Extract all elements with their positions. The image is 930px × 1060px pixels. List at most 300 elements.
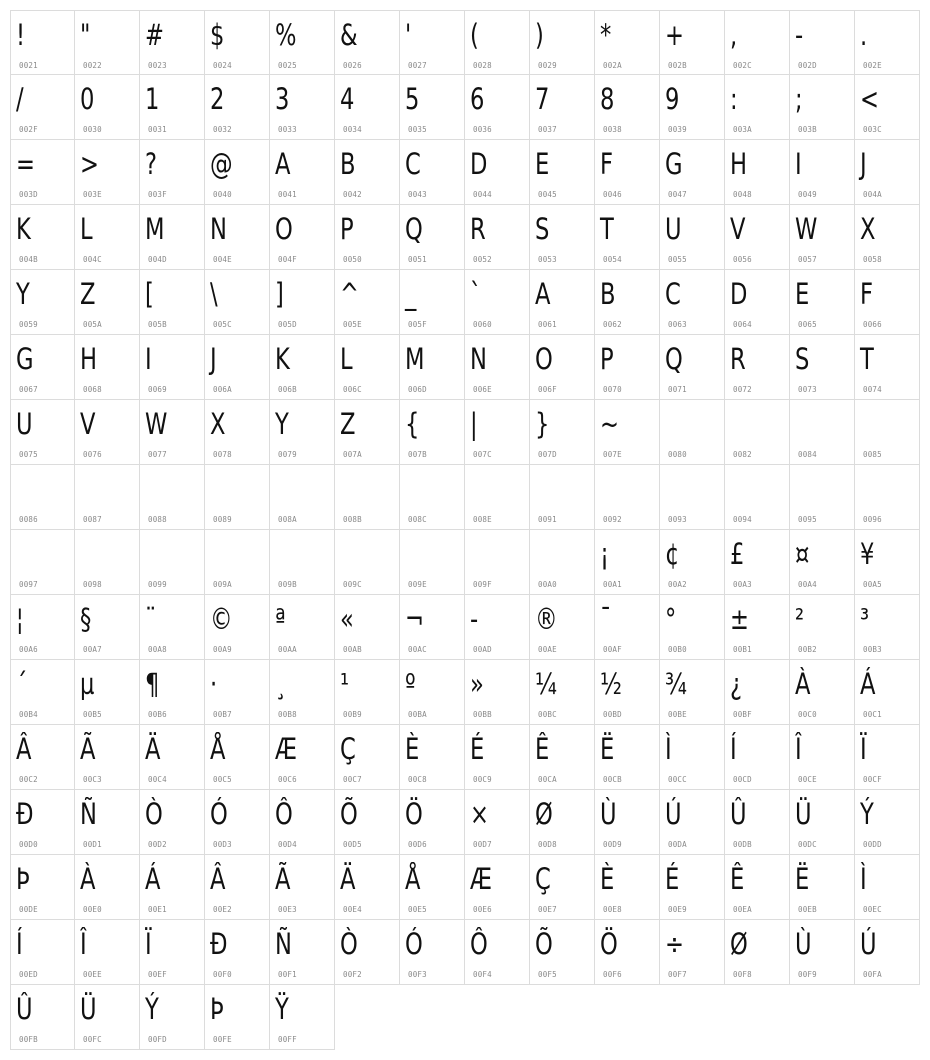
glyph-cell xyxy=(10,595,75,660)
glyph-codepoint-label: 00B7 xyxy=(213,710,232,719)
glyph-codepoint-label: 00A3 xyxy=(733,580,752,589)
glyph-cell xyxy=(400,270,465,335)
glyph-codepoint-label: 0068 xyxy=(83,385,102,394)
glyph-cell xyxy=(205,140,270,205)
glyph-character: Õ xyxy=(340,797,358,831)
glyph-cell xyxy=(205,270,270,335)
glyph-cell xyxy=(855,10,920,75)
glyph-cell xyxy=(205,530,270,595)
glyph-codepoint-label: 00B9 xyxy=(343,710,362,719)
glyph-codepoint-label: 0029 xyxy=(538,61,557,70)
glyph-character: Q xyxy=(665,342,683,376)
glyph-codepoint-label: 006A xyxy=(213,385,232,394)
glyph-character: ± xyxy=(730,602,749,636)
glyph-cell xyxy=(75,530,140,595)
glyph-character: ¨ xyxy=(145,602,157,636)
glyph-codepoint-label: 00D8 xyxy=(538,840,557,849)
glyph-cell xyxy=(530,530,595,595)
glyph-codepoint-label: 0087 xyxy=(83,515,102,524)
glyph-character: Ô xyxy=(275,797,293,831)
glyph-codepoint-label: 0023 xyxy=(148,61,167,70)
glyph-codepoint-label: 0021 xyxy=(19,61,38,70)
glyph-character: Ò xyxy=(145,797,163,831)
glyph-character: Î xyxy=(80,927,87,961)
glyph-codepoint-label: 0045 xyxy=(538,190,557,199)
glyph-character: 6 xyxy=(470,82,485,116)
glyph-cell xyxy=(140,660,205,725)
glyph-cell xyxy=(270,270,335,335)
glyph-codepoint-label: 00F6 xyxy=(603,970,622,979)
glyph-character: G xyxy=(16,342,34,376)
glyph-codepoint-label: 0054 xyxy=(603,255,622,264)
glyph-cell xyxy=(140,335,205,400)
glyph-codepoint-label: 005A xyxy=(83,320,102,329)
glyph-codepoint-label: 0058 xyxy=(863,255,882,264)
glyph-character: Ø xyxy=(730,927,748,961)
glyph-cell xyxy=(75,335,140,400)
glyph-codepoint-label: 0035 xyxy=(408,125,427,134)
glyph-codepoint-label: 00B0 xyxy=(668,645,687,654)
glyph-character: H xyxy=(730,147,748,181)
glyph-codepoint-label: 008A xyxy=(278,515,297,524)
glyph-codepoint-label: 007E xyxy=(603,450,622,459)
glyph-character: · xyxy=(210,667,218,701)
glyph-cell xyxy=(855,855,920,920)
glyph-codepoint-label: 0069 xyxy=(148,385,167,394)
glyph-codepoint-label: 00EB xyxy=(798,905,817,914)
glyph-codepoint-label: 00B8 xyxy=(278,710,297,719)
glyph-codepoint-label: 004A xyxy=(863,190,882,199)
glyph-character: Ö xyxy=(405,797,423,831)
glyph-codepoint-label: 00D3 xyxy=(213,840,232,849)
glyph-character: ` xyxy=(470,277,482,311)
glyph-character: Ì xyxy=(860,862,867,896)
glyph-character: Ä xyxy=(340,862,356,896)
glyph-character: F xyxy=(860,277,874,311)
glyph-character: J xyxy=(210,342,217,376)
glyph-character: A xyxy=(535,277,551,311)
glyph-cell xyxy=(270,530,335,595)
glyph-codepoint-label: 00BC xyxy=(538,710,557,719)
glyph-cell xyxy=(10,335,75,400)
glyph-cell xyxy=(595,140,660,205)
glyph-character: Ø xyxy=(535,797,553,831)
glyph-character: F xyxy=(600,147,614,181)
glyph-cell xyxy=(400,400,465,465)
glyph-cell xyxy=(725,920,790,985)
glyph-cell xyxy=(75,660,140,725)
glyph-codepoint-label: 0038 xyxy=(603,125,622,134)
glyph-cell xyxy=(790,595,855,660)
glyph-cell xyxy=(855,920,920,985)
glyph-codepoint-label: 00D4 xyxy=(278,840,297,849)
glyph-character: \ xyxy=(210,277,218,311)
glyph-cell xyxy=(140,790,205,855)
glyph-codepoint-label: 002E xyxy=(863,61,882,70)
glyph-cell xyxy=(660,270,725,335)
glyph-character: Y xyxy=(16,277,30,311)
glyph-codepoint-label: 00FE xyxy=(213,1035,232,1044)
glyph-codepoint-label: 00D7 xyxy=(473,840,492,849)
glyph-cell xyxy=(855,790,920,855)
glyph-character: 9 xyxy=(665,82,680,116)
glyph-codepoint-label: 00BF xyxy=(733,710,752,719)
glyph-cell xyxy=(790,400,855,465)
glyph-character: ® xyxy=(535,602,558,636)
glyph-character: ½ xyxy=(600,667,622,701)
glyph-codepoint-label: 00C2 xyxy=(19,775,38,784)
glyph-codepoint-label: 008B xyxy=(343,515,362,524)
glyph-character: ¼ xyxy=(535,667,557,701)
glyph-cell xyxy=(270,140,335,205)
glyph-codepoint-label: 00A6 xyxy=(19,645,38,654)
glyph-codepoint-label: 005D xyxy=(278,320,297,329)
glyph-cell xyxy=(530,725,595,790)
glyph-cell xyxy=(270,400,335,465)
glyph-cell xyxy=(75,205,140,270)
glyph-codepoint-label: 00DE xyxy=(19,905,38,914)
glyph-cell xyxy=(725,335,790,400)
glyph-codepoint-label: 003A xyxy=(733,125,752,134)
glyph-character: Å xyxy=(210,732,226,766)
glyph-cell xyxy=(400,920,465,985)
glyph-character: ¡ xyxy=(600,537,610,571)
glyph-character: ¬ xyxy=(405,602,424,636)
glyph-character: | xyxy=(470,407,478,441)
glyph-codepoint-label: 00E2 xyxy=(213,905,232,914)
glyph-character: Ï xyxy=(145,927,152,961)
glyph-cell xyxy=(270,465,335,530)
glyph-codepoint-label: 00DB xyxy=(733,840,752,849)
glyph-codepoint-label: 003B xyxy=(798,125,817,134)
glyph-character: Ÿ xyxy=(275,992,289,1026)
glyph-cell xyxy=(465,205,530,270)
glyph-character: ¥ xyxy=(860,537,875,571)
glyph-character: T xyxy=(600,212,614,246)
glyph-codepoint-label: 0067 xyxy=(19,385,38,394)
glyph-cell xyxy=(140,595,205,660)
glyph-cell xyxy=(10,985,75,1050)
glyph-character: O xyxy=(535,342,553,376)
glyph-codepoint-label: 0080 xyxy=(668,450,687,459)
glyph-cell xyxy=(595,75,660,140)
glyph-character: N xyxy=(210,212,227,246)
glyph-character: _ xyxy=(405,277,417,311)
glyph-cell xyxy=(400,465,465,530)
glyph-codepoint-label: 00E5 xyxy=(408,905,427,914)
glyph-character: ¤ xyxy=(795,537,810,571)
glyph-cell xyxy=(335,205,400,270)
glyph-codepoint-label: 0099 xyxy=(148,580,167,589)
glyph-cell xyxy=(10,10,75,75)
glyph-character: Z xyxy=(80,277,96,311)
glyph-codepoint-label: 00E0 xyxy=(83,905,102,914)
glyph-codepoint-label: 00BA xyxy=(408,710,427,719)
glyph-codepoint-label: 0088 xyxy=(148,515,167,524)
glyph-cell xyxy=(140,985,205,1050)
glyph-codepoint-label: 00EC xyxy=(863,905,882,914)
glyph-character: Ó xyxy=(210,797,228,831)
glyph-character: Å xyxy=(405,862,421,896)
glyph-codepoint-label: 004D xyxy=(148,255,167,264)
glyph-character: E xyxy=(535,147,550,181)
glyph-codepoint-label: 0056 xyxy=(733,255,752,264)
glyph-cell xyxy=(140,920,205,985)
glyph-grid xyxy=(10,10,920,1050)
glyph-character: Ú xyxy=(860,927,877,961)
glyph-codepoint-label: 00FB xyxy=(19,1035,38,1044)
glyph-codepoint-label: 00C1 xyxy=(863,710,882,719)
glyph-cell xyxy=(855,595,920,660)
glyph-cell xyxy=(75,920,140,985)
glyph-cell xyxy=(75,140,140,205)
glyph-character: ; xyxy=(795,82,803,116)
glyph-character: ² xyxy=(795,602,805,636)
glyph-character: P xyxy=(600,342,614,376)
glyph-cell xyxy=(400,75,465,140)
glyph-cell xyxy=(530,790,595,855)
glyph-codepoint-label: 0033 xyxy=(278,125,297,134)
glyph-character: G xyxy=(665,147,683,181)
glyph-character: = xyxy=(16,147,35,181)
glyph-character: Ï xyxy=(860,732,867,766)
glyph-codepoint-label: 0078 xyxy=(213,450,232,459)
glyph-cell xyxy=(725,140,790,205)
glyph-cell xyxy=(335,530,400,595)
glyph-codepoint-label: 0091 xyxy=(538,515,557,524)
glyph-character: D xyxy=(730,277,748,311)
glyph-cell xyxy=(205,205,270,270)
glyph-character: A xyxy=(275,147,291,181)
glyph-cell xyxy=(10,75,75,140)
glyph-character: < xyxy=(860,82,879,116)
glyph-codepoint-label: 00CE xyxy=(798,775,817,784)
glyph-codepoint-label: 00AD xyxy=(473,645,492,654)
glyph-character: H xyxy=(80,342,98,376)
glyph-character: B xyxy=(600,277,616,311)
glyph-character: ¸ xyxy=(275,667,287,701)
glyph-codepoint-label: 0043 xyxy=(408,190,427,199)
glyph-cell xyxy=(725,205,790,270)
glyph-cell xyxy=(75,400,140,465)
glyph-character: ¢ xyxy=(665,537,680,571)
glyph-character: - xyxy=(470,602,479,636)
glyph-character: M xyxy=(145,212,165,246)
glyph-character: Ü xyxy=(80,992,97,1026)
glyph-codepoint-label: 0092 xyxy=(603,515,622,524)
glyph-cell xyxy=(790,660,855,725)
glyph-cell xyxy=(790,465,855,530)
glyph-codepoint-label: 0098 xyxy=(83,580,102,589)
glyph-cell xyxy=(10,465,75,530)
glyph-character: / xyxy=(16,82,24,116)
glyph-codepoint-label: 00AB xyxy=(343,645,362,654)
glyph-codepoint-label: 00B3 xyxy=(863,645,882,654)
glyph-cell xyxy=(140,725,205,790)
glyph-character: ª xyxy=(275,602,286,636)
glyph-cell xyxy=(660,465,725,530)
glyph-character: ¶ xyxy=(145,667,160,701)
glyph-codepoint-label: 0076 xyxy=(83,450,102,459)
glyph-cell xyxy=(335,335,400,400)
glyph-cell xyxy=(790,725,855,790)
glyph-character: 8 xyxy=(600,82,615,116)
glyph-codepoint-label: 0027 xyxy=(408,61,427,70)
glyph-cell xyxy=(270,920,335,985)
glyph-codepoint-label: 00CF xyxy=(863,775,882,784)
glyph-character: Ì xyxy=(665,732,672,766)
glyph-cell xyxy=(660,530,725,595)
glyph-character: S xyxy=(795,342,810,376)
glyph-codepoint-label: 00E8 xyxy=(603,905,622,914)
glyph-codepoint-label: 0039 xyxy=(668,125,687,134)
glyph-codepoint-label: 00E4 xyxy=(343,905,362,914)
glyph-cell xyxy=(725,595,790,660)
glyph-character: " xyxy=(80,18,91,52)
glyph-codepoint-label: 005B xyxy=(148,320,167,329)
glyph-character: ' xyxy=(405,18,412,52)
glyph-cell xyxy=(270,985,335,1050)
glyph-cell xyxy=(530,920,595,985)
glyph-codepoint-label: 00CB xyxy=(603,775,622,784)
glyph-cell xyxy=(140,270,205,335)
glyph-character: 5 xyxy=(405,82,420,116)
glyph-codepoint-label: 00B6 xyxy=(148,710,167,719)
glyph-codepoint-label: 0064 xyxy=(733,320,752,329)
glyph-character: É xyxy=(665,862,680,896)
glyph-cell xyxy=(10,205,75,270)
glyph-cell xyxy=(335,10,400,75)
glyph-cell xyxy=(855,335,920,400)
glyph-cell xyxy=(530,10,595,75)
glyph-cell xyxy=(595,270,660,335)
glyph-codepoint-label: 00AA xyxy=(278,645,297,654)
glyph-cell xyxy=(400,530,465,595)
glyph-character: 4 xyxy=(340,82,355,116)
glyph-codepoint-label: 0075 xyxy=(19,450,38,459)
glyph-cell xyxy=(400,335,465,400)
glyph-character: R xyxy=(730,342,746,376)
glyph-character: © xyxy=(210,602,233,636)
glyph-cell xyxy=(725,400,790,465)
glyph-cell xyxy=(595,725,660,790)
glyph-cell xyxy=(530,335,595,400)
glyph-codepoint-label: 0071 xyxy=(668,385,687,394)
glyph-codepoint-label: 00A7 xyxy=(83,645,102,654)
glyph-codepoint-label: 00F4 xyxy=(473,970,492,979)
glyph-cell xyxy=(140,205,205,270)
glyph-cell xyxy=(335,855,400,920)
glyph-cell xyxy=(10,400,75,465)
glyph-codepoint-label: 0044 xyxy=(473,190,492,199)
glyph-codepoint-label: 0059 xyxy=(19,320,38,329)
glyph-codepoint-label: 009B xyxy=(278,580,297,589)
glyph-codepoint-label: 00CA xyxy=(538,775,557,784)
glyph-cell xyxy=(10,660,75,725)
glyph-codepoint-label: 0052 xyxy=(473,255,492,264)
glyph-codepoint-label: 005F xyxy=(408,320,427,329)
glyph-cell xyxy=(465,855,530,920)
glyph-character: @ xyxy=(210,147,233,181)
glyph-codepoint-label: 00F0 xyxy=(213,970,232,979)
glyph-character: Û xyxy=(16,992,33,1026)
glyph-cell xyxy=(660,660,725,725)
glyph-cell xyxy=(140,400,205,465)
glyph-character: W xyxy=(795,212,818,246)
glyph-cell xyxy=(855,530,920,595)
glyph-codepoint-label: 00A9 xyxy=(213,645,232,654)
glyph-character: I xyxy=(145,342,152,376)
glyph-character: Ý xyxy=(860,797,874,831)
glyph-codepoint-label: 00D2 xyxy=(148,840,167,849)
glyph-cell xyxy=(75,465,140,530)
glyph-character: U xyxy=(16,407,33,441)
glyph-codepoint-label: 00EA xyxy=(733,905,752,914)
glyph-codepoint-label: 0050 xyxy=(343,255,362,264)
glyph-character: Ê xyxy=(535,732,550,766)
glyph-character: O xyxy=(275,212,293,246)
glyph-cell xyxy=(530,465,595,530)
glyph-codepoint-label: 002B xyxy=(668,61,687,70)
glyph-character: , xyxy=(730,18,738,52)
glyph-codepoint-label: 00FD xyxy=(148,1035,167,1044)
glyph-cell xyxy=(530,400,595,465)
glyph-character: À xyxy=(795,667,811,701)
glyph-cell xyxy=(270,790,335,855)
glyph-codepoint-label: 006D xyxy=(408,385,427,394)
glyph-cell xyxy=(140,140,205,205)
glyph-codepoint-label: 0032 xyxy=(213,125,232,134)
glyph-character: ^ xyxy=(340,277,359,311)
glyph-codepoint-label: 0084 xyxy=(798,450,817,459)
glyph-cell xyxy=(400,725,465,790)
glyph-cell xyxy=(400,660,465,725)
glyph-character: Ù xyxy=(795,927,812,961)
glyph-cell xyxy=(790,140,855,205)
glyph-character: * xyxy=(600,18,612,52)
glyph-character: ´ xyxy=(16,667,28,701)
glyph-codepoint-label: 0042 xyxy=(343,190,362,199)
glyph-cell xyxy=(335,400,400,465)
glyph-cell xyxy=(530,660,595,725)
glyph-codepoint-label: 00BD xyxy=(603,710,622,719)
glyph-codepoint-label: 0028 xyxy=(473,61,492,70)
glyph-character: ¯ xyxy=(600,602,612,636)
glyph-character: Á xyxy=(145,862,161,896)
glyph-cell xyxy=(10,725,75,790)
glyph-character: µ xyxy=(80,667,95,701)
glyph-codepoint-label: 00A1 xyxy=(603,580,622,589)
glyph-character: K xyxy=(16,212,31,246)
glyph-cell xyxy=(465,140,530,205)
glyph-cell xyxy=(140,855,205,920)
glyph-character: Ë xyxy=(795,862,810,896)
glyph-cell xyxy=(335,270,400,335)
glyph-cell xyxy=(10,790,75,855)
glyph-codepoint-label: 003E xyxy=(83,190,102,199)
glyph-codepoint-label: 0073 xyxy=(798,385,817,394)
glyph-cell xyxy=(335,140,400,205)
glyph-cell xyxy=(75,985,140,1050)
glyph-character: [ xyxy=(145,277,154,311)
glyph-cell xyxy=(10,140,75,205)
glyph-codepoint-label: 0065 xyxy=(798,320,817,329)
glyph-character: Ç xyxy=(340,732,356,766)
glyph-cell xyxy=(205,790,270,855)
glyph-cell xyxy=(270,660,335,725)
glyph-character: 0 xyxy=(80,82,95,116)
glyph-cell xyxy=(270,725,335,790)
